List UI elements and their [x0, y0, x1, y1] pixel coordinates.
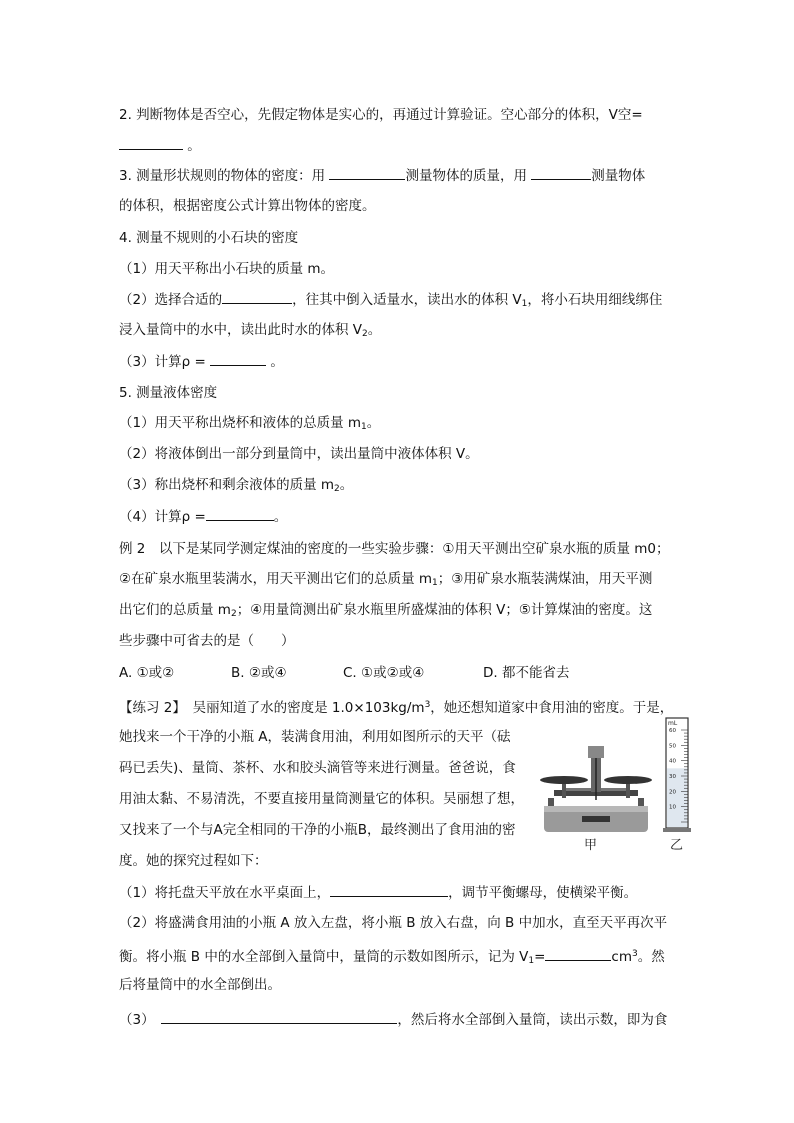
example2-text-l2b: ；③用矿泉水瓶装满煤油，用天平测 [437, 571, 653, 587]
item3-text-line2: 的体积，根据密度公式计算出物体的密度。 [119, 198, 376, 214]
practice2-text-l1a: 【练习 2】 吴丽知道了水的密度是 1.0×103kg/m [119, 700, 425, 716]
item4-step1 [119, 260, 334, 278]
practice2-step2-a: （2）将盛满食用油的小瓶 A 放入左盘，将小瓶 B 放入右盘，向 B 中加水，直至天平再次平 [119, 915, 668, 931]
item4-step1-text: （1）用天平称出小石块的质量 m。 [119, 261, 335, 277]
item4-step3-b: 。 [266, 354, 284, 370]
item5-step1 [119, 414, 380, 436]
item2-line2 [119, 136, 201, 155]
item3-text-b: 测量物体的质量，用 [405, 168, 532, 184]
item5-step2 [119, 445, 479, 463]
item5-step4-a: （4）计算ρ = [119, 509, 206, 525]
item5-step3 [119, 476, 353, 498]
practice2-step1 [119, 883, 637, 902]
practice2-line3 [119, 759, 516, 777]
practice2-text-l4: 用油太黏、不易清洗，不要直接用量筒测量它的体积。吴丽想了想， [119, 791, 524, 807]
practice2-step2-line1 [119, 914, 667, 932]
item3-line2 [119, 197, 376, 215]
example2-text-l1: 例 2 以下是某同学测定煤油的密度的一些实验步骤：①用天平测出空矿泉水瓶的质量 m0； [119, 541, 670, 557]
item4-step2-blank[interactable] [222, 290, 292, 304]
practice2-text-l3: 码已丢失)、量筒、茶杯、水和胶头滴管等来进行测量。爸爸说，食 [119, 760, 516, 776]
item2-text: 2. 判断物体是否空心，先假定物体是实心的，再通过计算验证。空心部分的体积，V空= [119, 107, 643, 123]
item4-title-text: 4. 测量不规则的小石块的密度 [119, 230, 299, 246]
item2-end: 。 [187, 138, 201, 154]
left-pan [540, 776, 588, 784]
item3-text-a: 3. 测量形状规则的物体的密度：用 [119, 168, 330, 184]
practice2-step1-blank[interactable] [330, 883, 448, 897]
item4-step2-sub1: 1 [521, 299, 528, 309]
practice2-step2-line3 [119, 976, 281, 994]
example2-line3 [119, 601, 652, 623]
item5-step1-sub: 1 [361, 422, 367, 432]
item2-blank[interactable] [119, 136, 183, 150]
item2-line1 [119, 106, 643, 124]
option-c[interactable]: C. ①或②或④ [343, 665, 425, 681]
cylinder-base [663, 828, 691, 832]
item4-title [119, 229, 298, 247]
cylinder-unit: mL [668, 720, 678, 727]
item5-step1-b: 。 [366, 415, 381, 431]
example2-text-l3b: ；④用量筒测出矿泉水瓶里所盛煤油的体积 V；⑤计算煤油的密度。这 [236, 602, 653, 618]
item5-step1-a: （1）用天平称出烧杯和液体的总质量 m [119, 415, 362, 431]
example2-text-l2a: ②在矿泉水瓶里装满水，用天平测出它们的总质量 m [119, 571, 433, 587]
item4-step2-sub2: 2 [362, 329, 368, 339]
item4-step3 [119, 352, 284, 371]
practice2-line5 [119, 821, 516, 839]
example2-sub-l3: 2 [230, 609, 237, 619]
practice2-line4 [119, 790, 524, 808]
option-a[interactable]: A. ①或② [119, 665, 175, 681]
practice2-step3-a: （3） [119, 1012, 162, 1028]
item4-step2-line2-a: 浸入量筒中的水中，读出此时水的体积 V [119, 322, 363, 338]
practice2-step2-e: 。然 [637, 949, 665, 965]
option-d[interactable]: D. 都不能省去 [483, 665, 570, 681]
cylinder-tick-label: 50 [669, 743, 676, 750]
practice2-text-l5: 又找来了一个与A完全相同的干净的小瓶B，最终测出了食用油的密 [119, 822, 516, 838]
right-pan [604, 776, 652, 784]
practice2-line6 [119, 852, 268, 870]
figure-label-yi: 乙 [670, 838, 684, 853]
practice2-step2-d: cm [611, 949, 632, 965]
item3-blank-2[interactable] [531, 166, 591, 180]
item4-step2-line2-b: 。 [367, 322, 382, 338]
practice2-step1-a: （1）将托盘天平放在水平桌面上， [119, 885, 331, 901]
practice2-step1-b: ，调节平衡螺母，使横梁平衡。 [448, 885, 638, 901]
left-pan-stem [562, 782, 566, 798]
example2-line2 [119, 570, 652, 592]
practice2-step2-f: 后将量筒中的水全部倒出。 [119, 977, 281, 993]
example2-text-l3a: 出它们的总质量 m [119, 602, 231, 618]
cylinder-tick-label: 30 [669, 774, 676, 780]
item4-step2-c: ，将小石块用细线绑住 [527, 292, 663, 308]
practice2-text-l1b: ，她还想知道家中食用油的密度。于是， [430, 700, 674, 716]
example2-text-l4: 些步骤中可省去的是（ ） [119, 633, 295, 649]
practice2-step2-b: 衡。将小瓶 B 中的水全部倒入量筒中，量筒的示数如图所示，记为 V [119, 949, 529, 965]
balance-foot-left [548, 798, 554, 806]
cylinder-tick-label: 40 [669, 758, 676, 765]
cylinder-tick-label: 20 [669, 789, 676, 796]
cylinder-tick-label: 10 [669, 804, 676, 811]
example2-sub-l2: 1 [432, 578, 438, 588]
practice2-line2 [119, 728, 511, 746]
item5-step3-a: （3）称出烧杯和剩余液体的质量 m [119, 477, 335, 493]
balance-nameplate [582, 816, 610, 822]
item5-step3-sub: 2 [334, 484, 340, 494]
example2-line4 [119, 632, 295, 650]
balance-foot-right [638, 798, 644, 806]
practice2-sup-l1: 3 [424, 700, 431, 710]
practice2-step2-sup: 3 [632, 949, 638, 959]
item4-step2-line2 [119, 321, 381, 343]
balance-base-top [544, 806, 648, 812]
item3-line1 [119, 166, 645, 185]
practice2-step3-blank[interactable] [161, 1010, 397, 1024]
option-b[interactable]: B. ②或④ [231, 665, 287, 681]
item5-step4 [119, 507, 287, 526]
example2-options [119, 664, 569, 682]
item4-step3-a: （3）计算ρ = [119, 354, 211, 370]
practice2-step2-line2 [119, 945, 665, 970]
example2-line1 [119, 540, 670, 558]
item4-step2-line1 [119, 290, 662, 313]
practice2-text-l2: 她找来一个干净的小瓶 A，装满食用油，利用如图所示的天平（砝 [119, 729, 511, 745]
item4-step3-blank[interactable] [210, 352, 266, 366]
cylinder-tick-label: 60 [669, 728, 676, 734]
graduated-cylinder [662, 716, 692, 834]
item4-step2-b: ，往其中倒入适量水，读出水的体积 V [292, 292, 522, 308]
right-pan-stem [626, 782, 630, 798]
balance-illustration [536, 738, 656, 840]
practice2-line1 [119, 696, 673, 717]
practice2-step2-c: = [534, 949, 546, 965]
practice2-text-l6: 度。她的探究过程如下： [119, 853, 268, 869]
item4-step2-a: （2）选择合适的 [119, 292, 223, 308]
item5-title-text: 5. 测量液体密度 [119, 385, 218, 401]
item5-title [119, 384, 217, 402]
practice2-step3 [119, 1010, 667, 1029]
item5-step4-b: 。 [273, 509, 288, 525]
item5-step3-b: 。 [339, 477, 354, 493]
item3-text-c: 测量物体 [591, 168, 646, 184]
figure-label-jia: 甲 [584, 838, 598, 853]
item3-blank-1[interactable] [329, 166, 405, 180]
practice2-step3-b: ，然后将水全部倒入量筒，读出示数，即为食 [397, 1012, 668, 1028]
practice2-step2-sub: 1 [528, 956, 535, 966]
item5-step4-blank[interactable] [206, 507, 274, 521]
practice2-step2-blank[interactable] [545, 947, 611, 961]
balance-pointer-head [588, 746, 604, 758]
item5-step2-text: （2）将液体倒出一部分到量筒中，读出量筒中液体体积 V。 [119, 446, 479, 462]
